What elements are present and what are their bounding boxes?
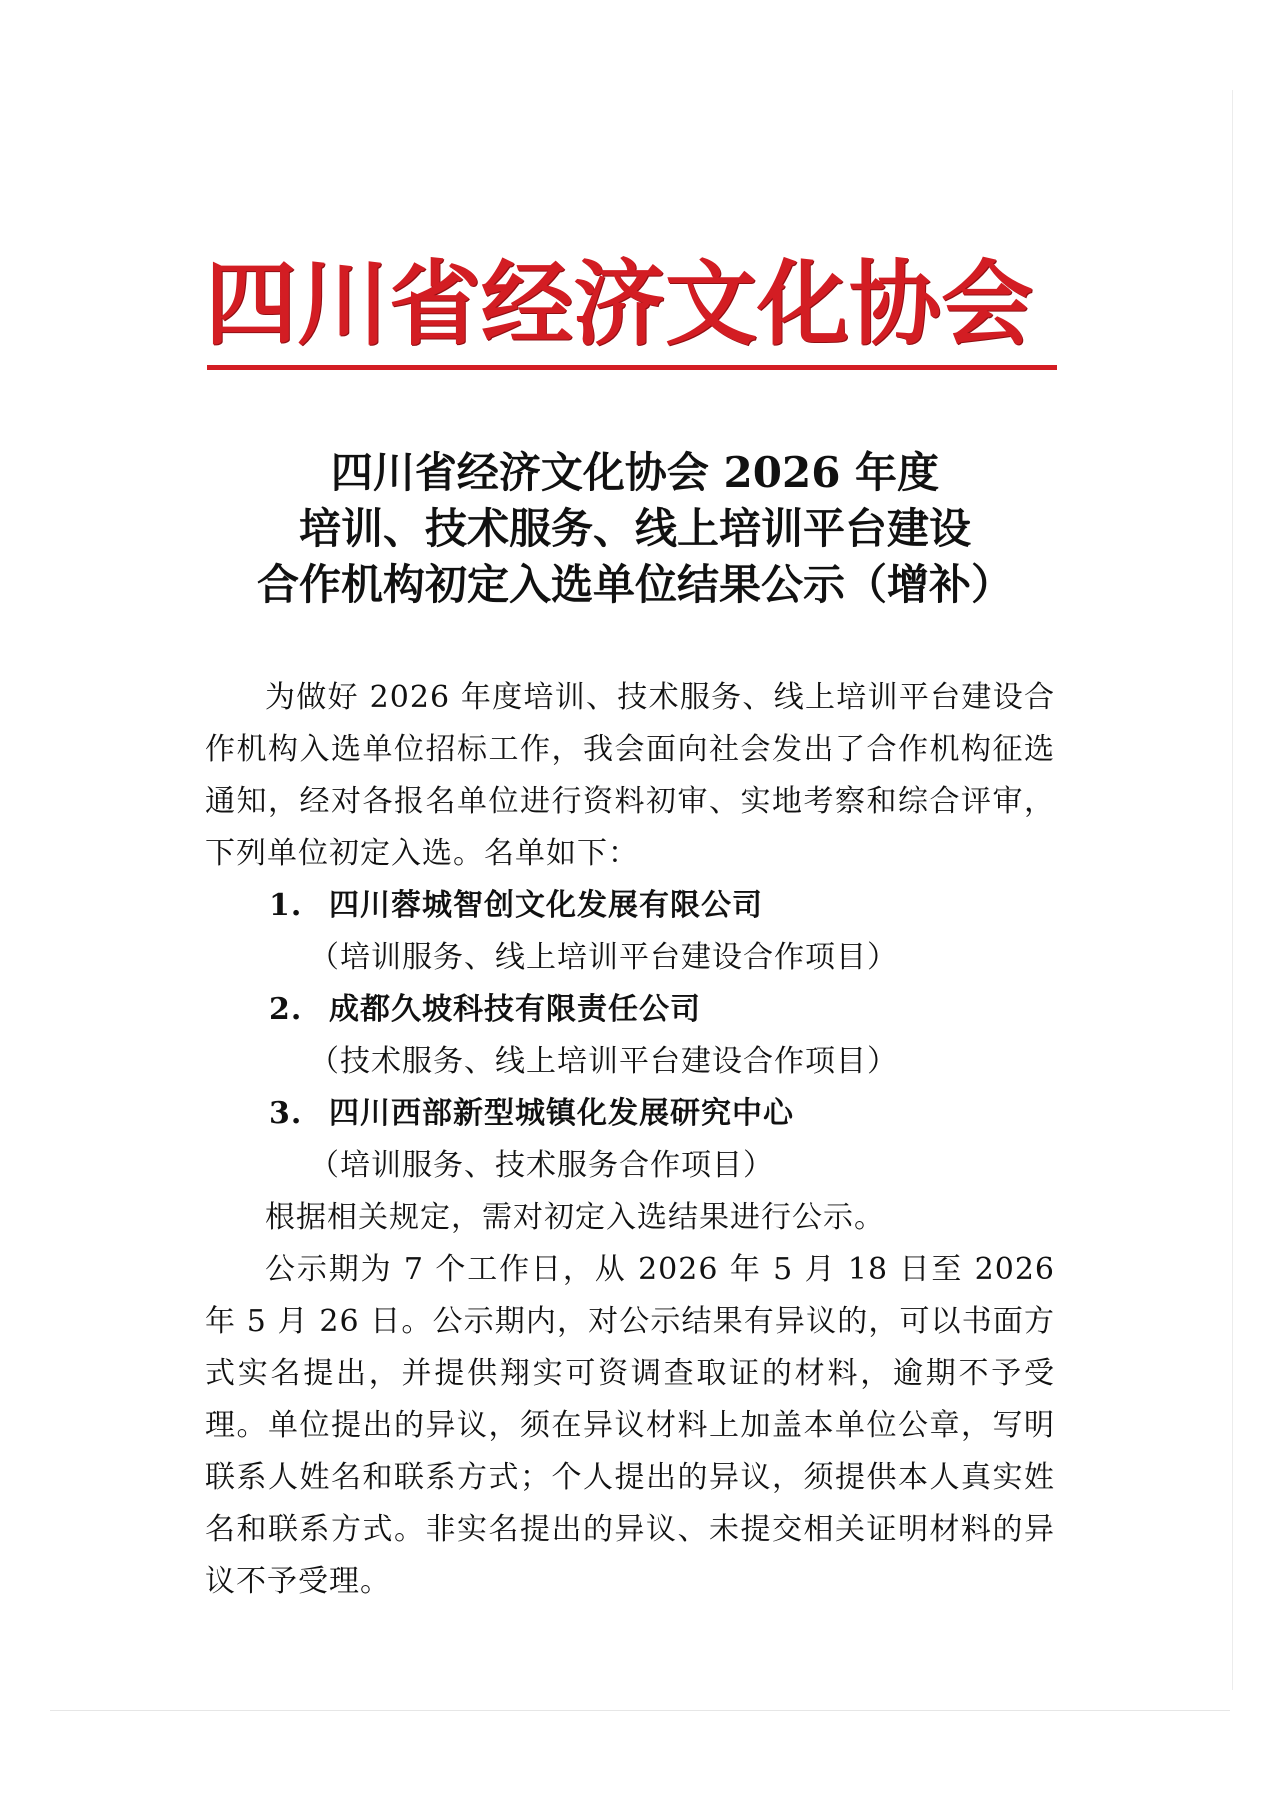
list-item-company: 成都久坡科技有限责任公司 <box>329 992 701 1027</box>
list-item-number: 3. <box>269 1096 303 1131</box>
list-item-company: 四川西部新型城镇化发展研究中心 <box>329 1096 794 1131</box>
title-line-3: 合作机构初定入选单位结果公示（增补） <box>256 560 1013 609</box>
basis-paragraph: 根据相关规定，需对初定入选结果进行公示。 <box>265 1200 885 1235</box>
list-item-number: 2. <box>269 992 303 1027</box>
list-item-title-1 <box>205 880 1055 932</box>
letterhead-org-name: 四川省经济文化协会 <box>205 251 1034 358</box>
title-line-1: 四川省经济文化协会 2026 年度 <box>330 448 940 497</box>
document-title <box>180 445 1090 613</box>
list-item-title-3 <box>205 1088 1055 1140</box>
letterhead-red-rule <box>207 365 1057 370</box>
intro-paragraph: 为做好 2026 年度培训、技术服务、线上培训平台建设合作机构入选单位招标工作，我会面向社会发出了合作机构征选通知，经对各报名单位进行资料初审、实地考察和综合评审，下列单位初定入选。名单如下： <box>205 680 1055 871</box>
title-line-2: 培训、技术服务、线上培训平台建设 <box>298 504 971 553</box>
list-item-number: 1. <box>269 888 303 923</box>
period-paragraph: 公示期为 7 个工作日，从 2026 年 5 月 18 日至 2026 年 5 月 26 日。公示期内，对公示结果有异议的，可以书面方式实名提出，并提供翔实可资调查取证的材料，逾期不予受理。单位提出的异议，须在异议材料上加盖本单位公章，写明联系人姓名和联系方式；个人提出的异议，须提供本人真实姓名和联系方式。非实名提出的异议、未提交相关证明材料的异议不予受理。 <box>205 1252 1055 1599</box>
list-item-scope-1: （培训服务、线上培训平台建设合作项目） <box>309 940 898 975</box>
list-item-title-2 <box>205 984 1055 1036</box>
document-body <box>205 672 1055 1608</box>
page-edge-right <box>1232 90 1233 1690</box>
list-item-scope-3: （培训服务、技术服务合作项目） <box>309 1148 774 1183</box>
list-item-scope-2: （技术服务、线上培训平台建设合作项目） <box>309 1044 898 1079</box>
page-edge-bottom <box>50 1710 1230 1711</box>
list-item-company: 四川蓉城智创文化发展有限公司 <box>329 888 763 923</box>
